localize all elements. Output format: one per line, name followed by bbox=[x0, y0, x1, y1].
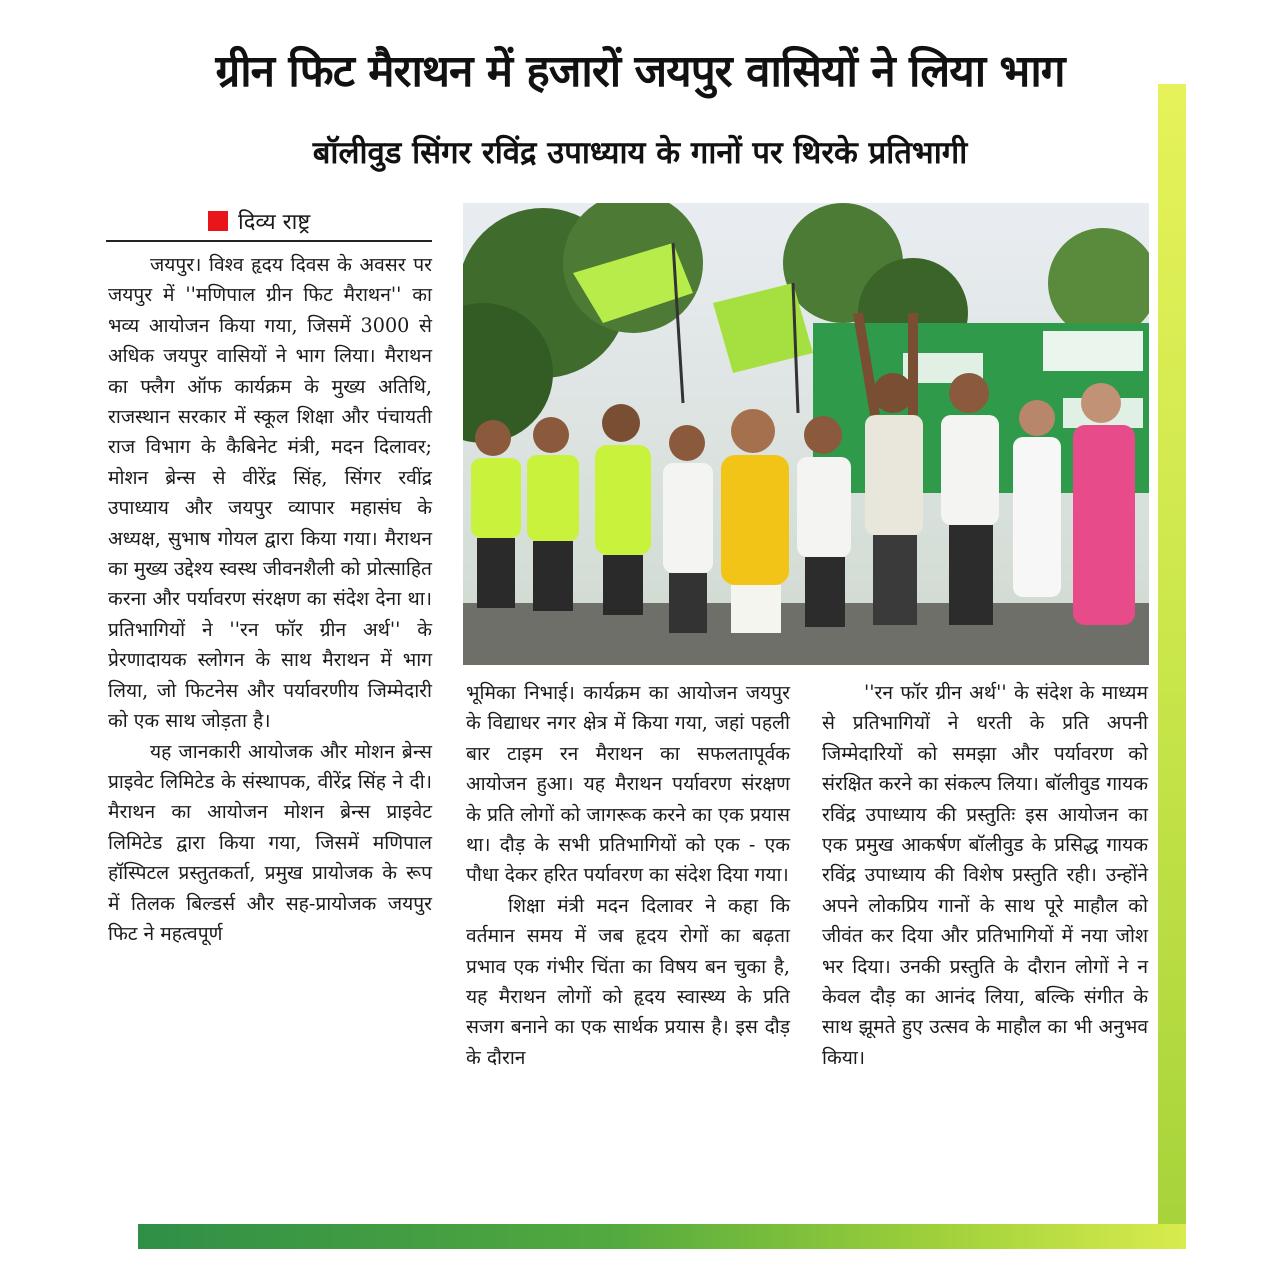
byline bbox=[208, 206, 310, 236]
article-paragraph: ''रन फॉर ग्रीन अर्थ'' के संदेश के माध्यम से प्रतिभागियों ने धरती के प्रति अपनी जिम्मेदारियों को समझा और पर्यावरण को संरक्षित करने का संकल्प लिया। बॉलीवुड गायक रविंद्र उपाध्याय की प्रस्तुतिः इस आयोजन का एक प्रमुख आकर्षण बॉलीवुड के प्रसिद्ध गायक रविंद्र उपाध्याय की विशेष प्रस्तुति रही। उन्होंने अपने लोकप्रिय गानों के साथ पूरे माहौल को जीवंत कर दिया और प्रतिभागियों में नया जोश भर दिया। उनकी प्रस्तुति के दौरान लोगों ने न केवल दौड़ का आनंद लिया, बल्कि संगीत के साथ झूमते हुए उत्सव के माहौल का भी अनुभव किया। bbox=[822, 681, 1148, 1069]
article-paragraph: जयपुर। विश्व हृदय दिवस के अवसर पर जयपुर में ''मणिपाल ग्रीन फिट मैराथन'' का भव्य आयोजन किया गया, जिसमें 3000 से अधिक जयपुर वासियों ने भाग लिया। मैराथन का फ्लैग ऑफ कार्यक्रम के मुख्य अतिथि, राजस्थान सरकार में स्कूल शिक्षा और पंचायती राज विभाग के कैबिनेट मंत्री, मदन दिलावर; मोशन ब्रेन्स से वीरेंद्र सिंह, सिंगर रवींद्र उपाध्याय और जयपुर व्यापार महासंघ के अध्यक्ष, सुभाष गोयल द्वारा किया गया। मैराथन का मुख्य उद्देश्य स्वस्थ जीवनशैली को प्रोत्साहित करना और पर्यावरण संरक्षण का संदेश देना था। प्रतिभागियों ने ''रन फॉर ग्रीन अर्थ'' के प्रेरणादायक स्लोगन के साथ मैराथन में भाग लिया, जो फिटनेस और पर्यावरणीय जिम्मेदारी को एक साथ जोड़ता है। bbox=[108, 253, 432, 733]
event-photo bbox=[463, 203, 1149, 665]
byline-source: दिव्य राष्ट्र bbox=[238, 210, 311, 235]
decorative-green-bar-right bbox=[1158, 84, 1186, 1249]
article-column-2 bbox=[466, 678, 790, 1073]
headline: ग्रीन फिट मैराथन में हजारों जयपुर वासियों ने लिया भाग bbox=[215, 46, 1065, 97]
article-paragraph: यह जानकारी आयोजक और मोशन ब्रेन्स प्राइवेट लिमिटेड के संस्थापक, वीरेंद्र सिंह ने दी। मैराथन का आयोजन मोशन ब्रेन्स प्राइवेट लिमिटेड द्वारा किया गया, जिसमें मणिपाल हॉस्पिटल प्रस्तुतकर्ता, प्रमुख प्रायोजक के रूप में तिलक बिल्डर्स और सह-प्रायोजक जयपुर फिट ने महत्वपूर्ण bbox=[108, 739, 432, 945]
article-column-1 bbox=[108, 250, 432, 949]
article-paragraph: शिक्षा मंत्री मदन दिलावर ने कहा कि वर्तमान समय में जब हृदय रोगों का बढ़ता प्रभाव एक गंभीर चिंता का विषय बन चुका है, यह मैराथन लोगों को हृदय स्वास्थ्य के प्रति सजग बनाने का एक सार्थक प्रयास है। इस दौड़ के दौरान bbox=[466, 893, 790, 1069]
event-photo-illustration bbox=[463, 203, 1149, 665]
byline-marker-icon bbox=[208, 211, 228, 231]
subheadline: बॉलीवुड सिंगर रविंद्र उपाध्याय के गानों पर थिरके प्रतिभागी bbox=[312, 135, 968, 171]
article-paragraph: भूमिका निभाई। कार्यक्रम का आयोजन जयपुर के विद्याधर नगर क्षेत्र में किया गया, जहां पहली बार टाइम रन मैराथन का सफलतापूर्वक आयोजन हुआ। यह मैराथन पर्यावरण संरक्षण के प्रति लोगों को जागरूक करने का एक प्रयास था। दौड़ के सभी प्रतिभागियों को एक - एक पौधा देकर हरित पर्यावरण का संदेश दिया गया। bbox=[466, 681, 790, 887]
article-column-3 bbox=[822, 678, 1148, 1073]
byline-rule bbox=[106, 240, 432, 242]
decorative-green-bar-bottom bbox=[138, 1224, 1186, 1249]
